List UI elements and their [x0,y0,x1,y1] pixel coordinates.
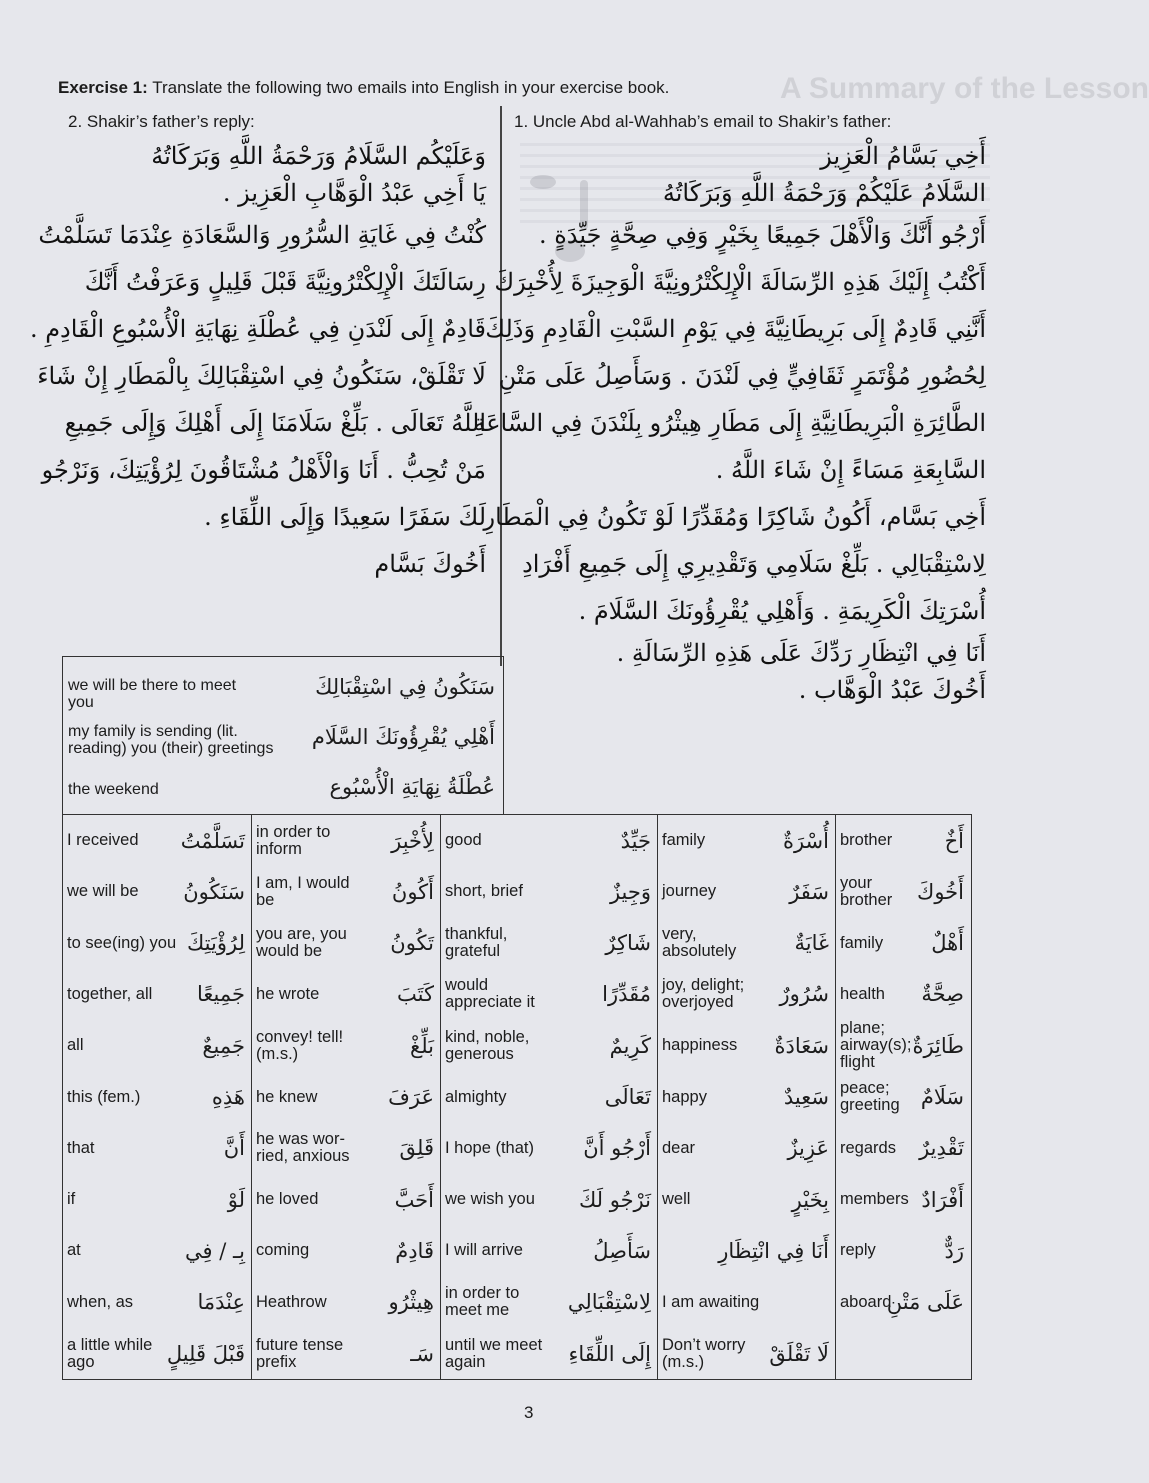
vocab-english: regards [840,1138,896,1157]
vocab-arabic: سَعَادَةٌ [774,1033,829,1058]
vocab-english: dear [662,1138,696,1157]
vocab-arabic: كَتَبَ [397,982,434,1007]
arabic-line: أُسْرَتِكَ الْكَرِيمَةِ . وَأَهْلِي يُقْرِؤُونَكَ السَّلَامَ . [578,597,986,625]
vocab-entry [441,918,657,969]
vocab-arabic: تَقْدِيرٌ [919,1136,964,1161]
vocab-arabic: صِحَّةٌ [921,982,964,1007]
vocab-entry [658,866,835,917]
vocab-arabic: سَـ [410,1341,434,1366]
vocab-english: happy [662,1087,707,1106]
vocab-entry [63,1225,251,1276]
phrase-arabic: أَهْلِي يُقْرِؤُونَكَ السَّلَام [311,725,495,749]
vocab-arabic: أَكُونُ [391,879,434,904]
vocab-english: I am awaiting [662,1292,760,1311]
vocab-entry [63,918,251,969]
vocab-english: journey [662,882,717,901]
arabic-line: لَا تَقْلَقْ، سَنَكُونُ فِي اسْتِقْبَالِكَ بِالْمَطَارِ إِنْ شَاءَ [37,362,486,390]
vocab-arabic: أَحَبَّ [394,1187,434,1212]
vocab-arabic: سَأَصِلُ [593,1238,651,1263]
vocab-entry [836,1277,970,1328]
vocab-english: together, all [67,984,153,1003]
vocab-entry [658,1123,835,1174]
arabic-line: مَنْ تُحِبُّ . أَنَا وَالْأَهْلُ مُشْتَاقُونَ لِرُؤْيَتِكَ، وَنَرْجُو [41,456,486,484]
vocab-entry [252,1328,440,1379]
vocab-arabic: تَكُونُ [390,931,434,956]
vocab-arabic: أُسْرَةٌ [782,828,829,853]
vocab-english: Don’t worry (m.s.) [662,1335,746,1371]
vocab-entry [252,1020,440,1071]
vocab-arabic: لَا تَقْلَقْ [769,1341,829,1366]
vocab-arabic: لَوْ [227,1187,245,1212]
vocab-entry [658,1020,835,1071]
vocab-entry [63,815,251,866]
vocab-entry [441,1123,657,1174]
vocab-english: members [840,1190,909,1209]
vocab-english: in order to meet me [445,1284,520,1320]
vocab-english: almighty [445,1087,507,1106]
bleed-through-heading: A Summary of the Lesson [780,72,1149,105]
vocab-entry [63,1072,251,1123]
vocab-arabic: جَمِيعٌ [202,1033,245,1058]
arabic-line: أَخِي بَسَّام، أَكُونُ شَاكِرًا وَمُقَدِّرًا لَوْ تَكُونُ فِي الْمَطَارِ [483,503,986,531]
vocab-arabic: أَهْلٌ [931,931,964,956]
vocab-arabic: تَعَالَى [604,1085,651,1109]
vocab-arabic: غَايَةٌ [794,931,829,956]
vocab-column [441,815,658,1379]
vocab-entry [836,1072,970,1123]
vocab-arabic: سَلَامٌ [920,1085,964,1109]
vocab-arabic: لِرُؤْيَتِكَ [186,931,245,956]
vocab-english: thankful, grateful [445,925,508,961]
vocab-english: well [662,1190,691,1209]
vocab-entry [836,815,970,866]
vocab-arabic: بِخَيْرٍ [791,1187,829,1212]
vocab-arabic: هَذِهِ [211,1085,245,1109]
vocab-english: this (fem.) [67,1087,141,1106]
vocab-english: very, absolutely [662,925,737,961]
vocab-arabic: عَلَى مَتْنِ [886,1290,964,1315]
arabic-line: أَرْجُو أَنَّكَ وَالْأَهْلَ جَمِيعًا بِخَيْرٍ وَفِي صِحَّةٍ جَيِّدَةٍ . [538,221,986,249]
arabic-line: لَكَ سَفَرًا سَعِيدًا وَإِلَى اللِّقَاءِ . [204,503,486,531]
vocab-english: when, as [67,1292,134,1311]
vocab-entry [658,1174,835,1225]
vocab-english: he knew [256,1087,318,1106]
vocab-arabic: قَلِقَ [399,1136,434,1161]
vocab-arabic: وَجِيزٌ [609,879,651,904]
vocab-column [63,815,252,1379]
vocab-english: reply [840,1241,876,1260]
vocab-arabic: سُرُورٌ [779,982,829,1007]
vocab-column [658,815,836,1379]
vocab-english: your brother [840,873,893,909]
vocab-entry [658,918,835,969]
vocab-english: he was wor-ried, anxious [256,1130,350,1166]
arabic-line: لِاسْتِقْبَالِي . بَلِّغْ سَلَامِي وَتَقْدِيرِي إِلَى جَمِيعِ أَفْرَادِ [522,550,986,578]
vocab-english: brother [840,831,893,849]
vocab-entry [63,1277,251,1328]
vocab-entry [63,1174,251,1225]
vocab-entry [836,1174,970,1225]
page-number: 3 [524,1403,534,1422]
vocab-arabic: بِـ / فِي [185,1238,245,1263]
vocab-arabic: رَدٌّ [944,1238,964,1263]
vocab-english: he loved [256,1190,319,1209]
vocab-entry [658,815,835,866]
vocab-arabic: شَاكِرٌ [605,931,651,956]
vocab-entry [441,815,657,866]
vocab-english: aboard [840,1292,892,1311]
vocab-arabic: أَخٌ [944,828,964,853]
arabic-line: أَخُوكَ بَسَّام [374,550,486,578]
vocab-english: that [67,1138,95,1157]
vocab-english: he wrote [256,984,320,1003]
vocab-arabic: سَفَرٌ [789,879,829,904]
vocab-arabic: أَفْرَادٌ [921,1187,964,1212]
vocab-arabic: لِأُخْبِرَ [391,828,434,853]
vocab-english: short, brief [445,882,523,901]
vocab-english: convey! tell! (m.s.) [256,1027,344,1063]
arabic-line: وَعَلَيْكُم السَّلَامُ وَرَحْمَةُ اللَّهِ وَبَرَكَاتُهُ [151,142,486,170]
phrase-english: the weekend [68,781,159,798]
arabic-line: الطَّائِرَةِ الْبَرِيطَانِيَّةِ إِلَى مَطَارِ هِيثْرُو بِلَنْدَنَ فِي السَّاعَةِ [473,409,986,437]
vocab-entry [441,1277,657,1328]
vocab-arabic: لِاسْتِقْبَالِي [567,1290,651,1315]
vocab-entry [441,1174,657,1225]
vocab-entry [658,1072,835,1123]
vocab-english: we wish you [445,1190,535,1209]
phrase-row [63,671,503,711]
reply-email-heading: 2. Shakir’s father’s reply: [68,112,255,131]
vocab-arabic: جَيِّدٌ [620,828,651,853]
vocab-entry [658,1225,835,1276]
phrase-row [63,775,503,811]
vocab-entry [836,918,970,969]
phrase-row [63,719,503,771]
vocab-entry [836,1328,970,1379]
vocab-english: in order to inform [256,822,331,858]
arabic-line: السَّابِعَةِ مَسَاءً إِنْ شَاءَ اللَّهُ . [715,456,986,484]
vocab-english: plane; airway(s); flight [840,1019,912,1072]
vocab-entry [836,866,970,917]
vocab-entry [63,969,251,1020]
arabic-line: أَنَّنِي قَادِمٌ إِلَى بَرِيطَانِيَّةَ فِي يَوْمِ السَّبْتِ الْقَادِمِ وَذَلِكَ [485,315,986,343]
vocab-english: I am, I would be [256,873,350,909]
vocab-arabic: تَسَلَّمْتُ [180,828,245,853]
vocab-english: health [840,984,885,1003]
vocab-arabic: أَرْجُو أَنَّ [583,1136,651,1161]
arabic-line: أَكْتُبُ إِلَيْكَ هَذِهِ الرِّسَالَةَ الْإِلِكْتْرُونِيَّةَ الْوَجِيزَةَ لِأُخْبِرَكَ [494,268,986,296]
exercise-instruction [58,78,669,98]
vocab-entry [441,866,657,917]
vocab-arabic: سَعِيدٌ [783,1085,829,1109]
vocab-entry [252,1072,440,1123]
vocab-arabic: قَبْلَ قَلِيلٍ [166,1341,245,1366]
arabic-line: السَّلَامُ عَلَيْكُمْ وَرَحْمَةُ اللَّهِ وَبَرَكَاتُهُ [662,179,986,207]
vocab-arabic: عَزِيزٌ [787,1136,829,1161]
vocab-english: kind, noble, generous [445,1027,530,1063]
arabic-line: قَادِمٌ إِلَى لَنْدَنِ فِي عُطْلَةِ نِهَايَةِ الْأُسْبُوعِ الْقَادِمِ . [29,315,486,343]
vocab-arabic: سَنَكُونُ [183,879,245,904]
vocab-entry [252,969,440,1020]
arabic-line: اللَّهُ تَعَالَى . بَلِّغْ سَلَامَنَا إِلَى أَهْلِكَ وَإِلَى جَمِيعِ [64,409,486,437]
vocab-entry [658,1277,835,1328]
vocab-entry [441,1328,657,1379]
vocab-entry [63,1123,251,1174]
vocab-english: peace; greeting [840,1079,900,1114]
vocab-english: good [445,831,482,849]
vocab-entry [252,1225,440,1276]
uncle-email-heading: 1. Uncle Abd al-Wahhab’s email to Shakir’s father: [514,112,892,131]
vocab-english: until we meet again [445,1335,543,1371]
vocab-english: I hope (that) [445,1138,534,1157]
vocab-entry [252,918,440,969]
exercise-text: Translate the following two emails into English in your exercise book. [152,78,670,97]
vocab-arabic: أَنَّ [223,1136,245,1161]
vocab-english: family [840,933,884,952]
vocab-arabic: بَلِّغْ [410,1033,434,1058]
exercise-label: Exercise 1: [58,78,148,97]
vocab-entry [252,1123,440,1174]
vocab-entry [252,815,440,866]
vocab-english [840,1328,926,1379]
vocab-arabic: مُقَدِّرًا [602,982,651,1007]
vocab-arabic: جَمِيعًا [197,982,245,1007]
vocab-english: coming [256,1241,310,1260]
vocab-arabic: أَنَا فِي انْتِظَارِ [718,1238,829,1263]
vocab-arabic: طَائِرَةٌ [912,1033,964,1058]
vocab-entry [658,1328,835,1379]
vocab-column [252,815,441,1379]
vocab-entry [441,1225,657,1276]
vocab-english: family [662,831,706,849]
reply-email-body [29,138,486,588]
vocab-english: I received [67,831,139,849]
vocab-arabic: عَرَفَ [388,1085,434,1109]
vocab-english: I will arrive [445,1241,523,1260]
vocab-english: Heathrow [256,1292,327,1311]
vocab-english: happiness [662,1036,738,1055]
vocab-entry [836,1225,970,1276]
phrase-english: we will be there to meet you [68,677,237,711]
arabic-line: أَخِي بَسَّامُ الْعَزِيز [820,142,986,170]
vocab-arabic: هِيثْرُو [388,1290,434,1315]
phrase-arabic: عُطْلَةُ نِهَايَةِ الْأُسْبُوع [329,775,495,799]
phrase-english: my family is sending (lit. reading) you (their) greetings [68,723,274,757]
vocab-english: to see(ing) you [67,933,177,952]
vocab-english: we will be [67,882,139,901]
vocab-english: at [67,1241,81,1260]
arabic-line: كُنْتُ فِي غَايَةِ السُّرُورِ وَالسَّعَادَةِ عِنْدَمَا تَسَلَّمْتُ [38,221,486,249]
vocab-english: all [67,1036,84,1055]
vocab-arabic: عِنْدَمَا [197,1290,245,1315]
arabic-line: رِسَالَتَكَ الْإِلِكْتْرُونِيَّةَ قَبْلَ قَلِيلٍ وَعَرَفْتُ أَنَّكَ [84,268,486,296]
vocab-entry [63,866,251,917]
vocab-arabic: قَادِمٌ [395,1238,434,1263]
vocab-english: if [67,1190,76,1209]
arabic-line: يَا أَخِي عَبْدُ الْوَهَّابِ الْعَزِيز . [222,179,486,207]
vocab-entry [63,1020,251,1071]
vocab-english: joy, delight; overjoyed [662,976,745,1012]
vocab-english: future tense prefix [256,1335,344,1371]
vocab-column [836,815,970,1379]
vocab-entry [441,969,657,1020]
vocab-entry [836,969,970,1020]
vocab-arabic: إِلَى اللِّقَاءِ [568,1341,651,1366]
vocab-entry [836,1020,970,1071]
vocab-entry [63,1328,251,1379]
vocab-entry [836,1123,970,1174]
vocab-english: a little while ago [67,1335,153,1371]
vocab-entry [441,1072,657,1123]
arabic-line: أَخُوكَ عَبْدُ الْوَهَّاب . [798,676,986,704]
vocab-entry [658,969,835,1020]
uncle-email-body [473,138,986,709]
vocab-entry [441,1020,657,1071]
vocab-entry [252,866,440,917]
vocabulary-table [62,814,972,1380]
vocab-arabic: كَرِيمٌ [609,1033,651,1058]
arabic-line: أَنَا فِي انْتِظَارِ رَدِّكَ عَلَى هَذِهِ الرِّسَالَةِ . [616,639,986,667]
vocab-entry [252,1277,440,1328]
arabic-line: لِحُضُورِ مُؤْتَمَرٍ ثَقَافِيٍّ فِي لَنْدَنَ . وَسَأَصِلُ عَلَى مَتْنِ [498,362,986,390]
vocab-arabic: نَرْجُو لَكَ [578,1187,651,1212]
phrase-arabic: سَنَكُونُ فِي اسْتِقْبَالِكَ [315,675,495,699]
vocab-english: would appreciate it [445,976,535,1012]
vocab-entry [252,1174,440,1225]
vocab-english: you are, you would be [256,925,347,961]
phrase-box [62,656,504,815]
vocab-arabic: أَخُوكَ [917,879,964,904]
